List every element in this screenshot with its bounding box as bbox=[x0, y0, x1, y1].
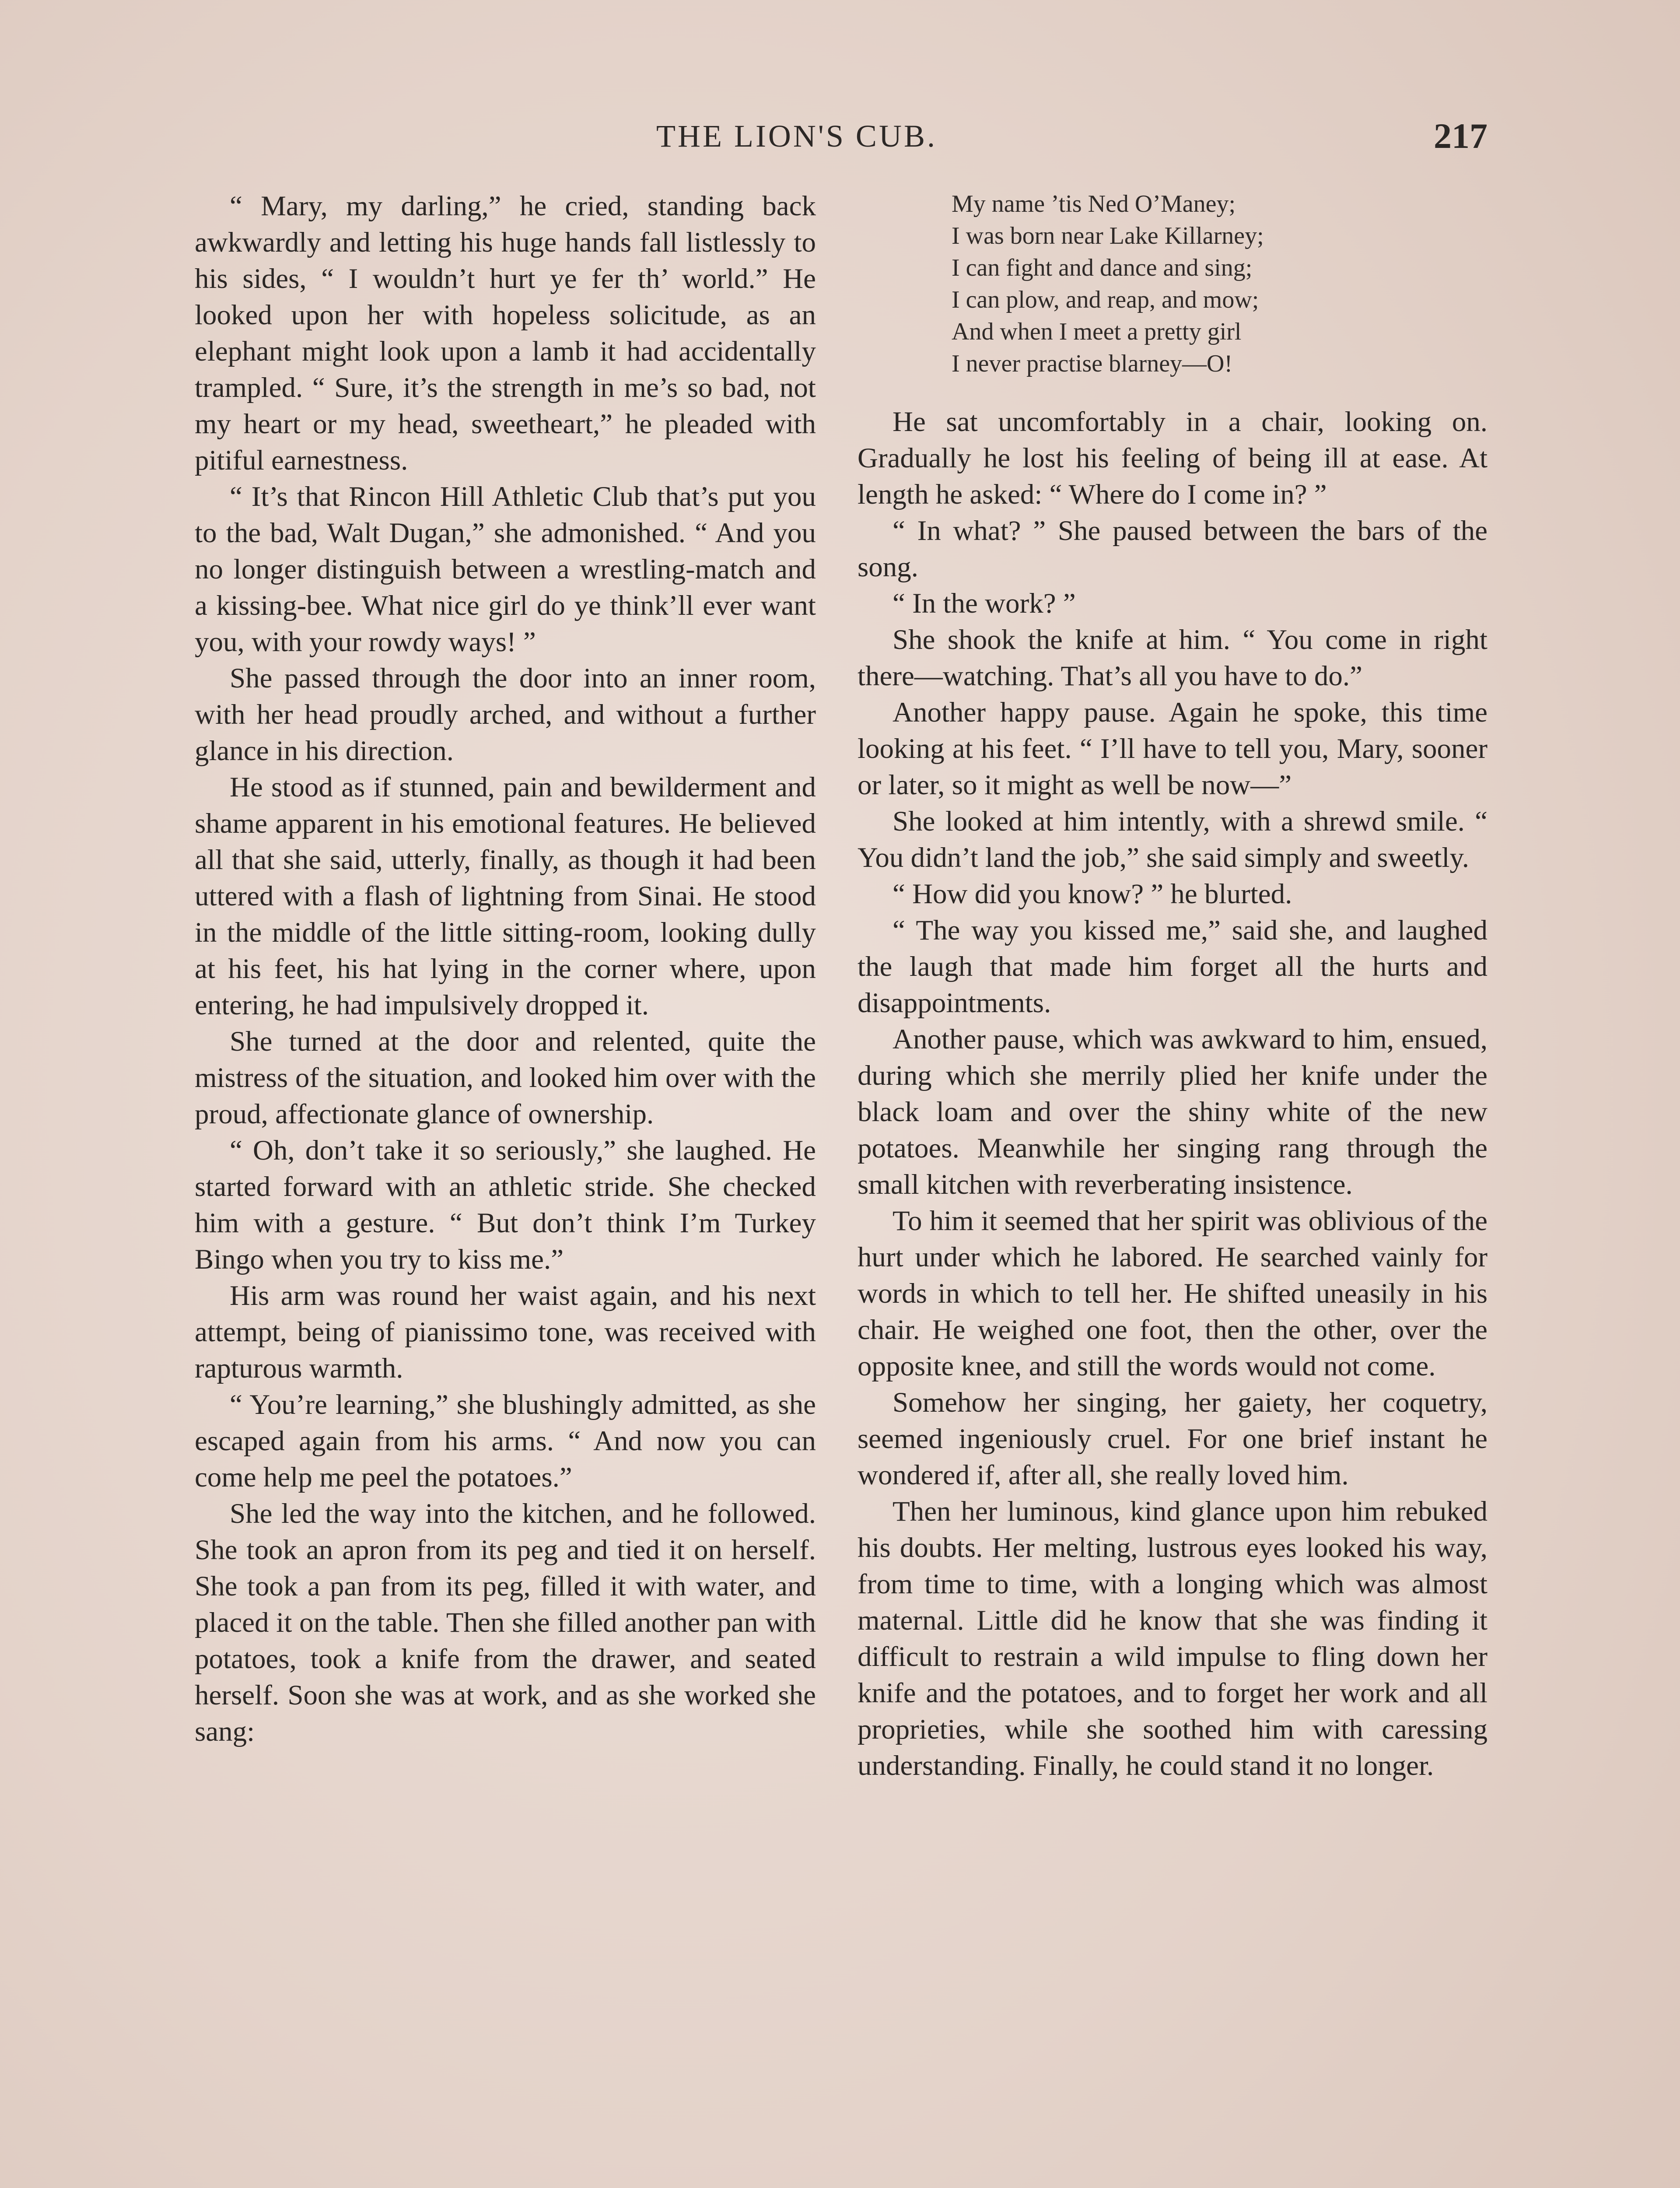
paragraph: She looked at him intently, with a shrewd smile. “ You didn’t land the job,” she said simply and sweetly. bbox=[858, 806, 1488, 873]
paragraph: Another pause, which was awkward to him, ensued, during which she merrily plied her knife under the black loam and over the shiny white of the new potatoes. Meanwhile her singing rang through the small kitchen with reverberating insistence. bbox=[858, 1024, 1488, 1200]
paragraph: Then her luminous, kind glance upon him rebuked his doubts. Her melting, lustrous eyes looked his way, from time to time, with a longing which was almost maternal. Little did he know that she was finding it difficult to restrain a wild impulse to fling down her knife and the potatoes, and to forget her work and all proprieties, while she soothed him with caressing understanding. Finally, he could stand it no longer. bbox=[858, 1496, 1488, 1781]
paragraph: She shook the knife at him. “ You come in right there—watching. That’s all you have to do.” bbox=[858, 624, 1488, 692]
verse-line: My name ’tis Ned O’Maney; bbox=[952, 190, 1236, 217]
paragraph: “ Oh, don’t take it so seriously,” she laughed. He started forward with an athletic stride. She checked him with a gesture. “ But don’t think I’m Turkey Bingo when you try to kiss me.” bbox=[195, 1135, 816, 1275]
paragraph: “ In what? ” She paused between the bars of the song. bbox=[858, 515, 1488, 583]
paragraph: Another happy pause. Again he spoke, this time looking at his feet. “ I’ll have to tell you, Mary, sooner or later, so it might as well be now—” bbox=[858, 697, 1488, 801]
paragraph: To him it seemed that her spirit was oblivious of the hurt under which he labored. He searched vainly for words in which to tell her. He shifted uneasily in his chair. He weighed one foot, then the other, over the opposite knee, and still the words would not come. bbox=[858, 1205, 1488, 1382]
paragraph: He stood as if stunned, pain and bewilderment and shame apparent in his emotional features. He believed all that she said, utterly, finally, as though it had been uttered with a flash of lightning from Sinai. He stood in the middle of the little sitting-room, looking dully at his feet, his hat lying in the corner where, upon entering, he had impulsively dropped it. bbox=[195, 771, 816, 1021]
paragraph: He sat uncomfortably in a chair, looking on. Gradually he lost his feeling of being ill at ease. At length he asked: “ Where do I come in? ” bbox=[858, 406, 1488, 510]
paragraph: “ It’s that Rincon Hill Athletic Club that’s put you to the bad, Walt Dugan,” she admonished. “ And you no longer distinguish between a wrestling-match and a kissing-bee. What nice girl do ye think’ll ever want you, with your rowdy ways! ” bbox=[195, 481, 816, 658]
paragraph: Somehow her singing, her gaiety, her coquetry, seemed ingeniously cruel. For one brief instant he wondered if, after all, she really loved him. bbox=[858, 1387, 1488, 1491]
paragraph: She turned at the door and relented, quite the mistress of the situation, and looked him over with the proud, affectionate glance of ownership. bbox=[195, 1026, 816, 1130]
page-number: 217 bbox=[1434, 116, 1488, 156]
paragraph: She led the way into the kitchen, and he followed. She took an apron from its peg and tied it on herself. She took a pan from its peg, filled it with water, and placed it on the table. Then she filled another pan with potatoes, took a knife from the drawer, and seated herself. Soon she was at work, and as she worked she sang: bbox=[195, 1498, 816, 1747]
paragraph: “ The way you kissed me,” said she, and laughed the laugh that made him forget all the hurts and disappointments. bbox=[858, 915, 1488, 1019]
verse-line: And when I meet a pretty girl bbox=[952, 318, 1242, 345]
right-column bbox=[858, 188, 1488, 1784]
verse-line: I can plow, and reap, and mow; bbox=[952, 286, 1259, 313]
left-column bbox=[195, 188, 816, 1750]
verse-line: I can fight and dance and sing; bbox=[952, 254, 1253, 281]
paragraph: “ In the work? ” bbox=[892, 588, 1076, 619]
verse-line: I never practise blarney—O! bbox=[952, 350, 1233, 377]
paragraph: “ You’re learning,” she blushingly admitted, as she escaped again from his arms. “ And now you can come help me peel the potatoes.” bbox=[195, 1389, 816, 1493]
page-header bbox=[0, 118, 1680, 166]
verse-line: I was born near Lake Killarney; bbox=[952, 222, 1264, 249]
song-verse bbox=[952, 188, 1488, 380]
paragraph: “ How did you know? ” he blurted. bbox=[892, 878, 1292, 910]
paragraph: She passed through the door into an inner room, with her head proudly arched, and without a further glance in his direction. bbox=[195, 663, 816, 767]
running-title: THE LION'S CUB. bbox=[656, 119, 937, 154]
paragraph: “ Mary, my darling,” he cried, standing back awkwardly and letting his huge hands fall listlessly to his sides, “ I wouldn’t hurt ye fer th’ world.” He looked upon her with hopeless solicitude, as an elephant might look upon a lamb it had accidentally trampled. “ Sure, it’s the strength in me’s so bad, not my heart or my head, sweetheart,” he pleaded with pitiful earnestness. bbox=[195, 190, 816, 476]
paragraph: His arm was round her waist again, and his next attempt, being of pianissimo tone, was received with rapturous warmth. bbox=[195, 1280, 816, 1384]
